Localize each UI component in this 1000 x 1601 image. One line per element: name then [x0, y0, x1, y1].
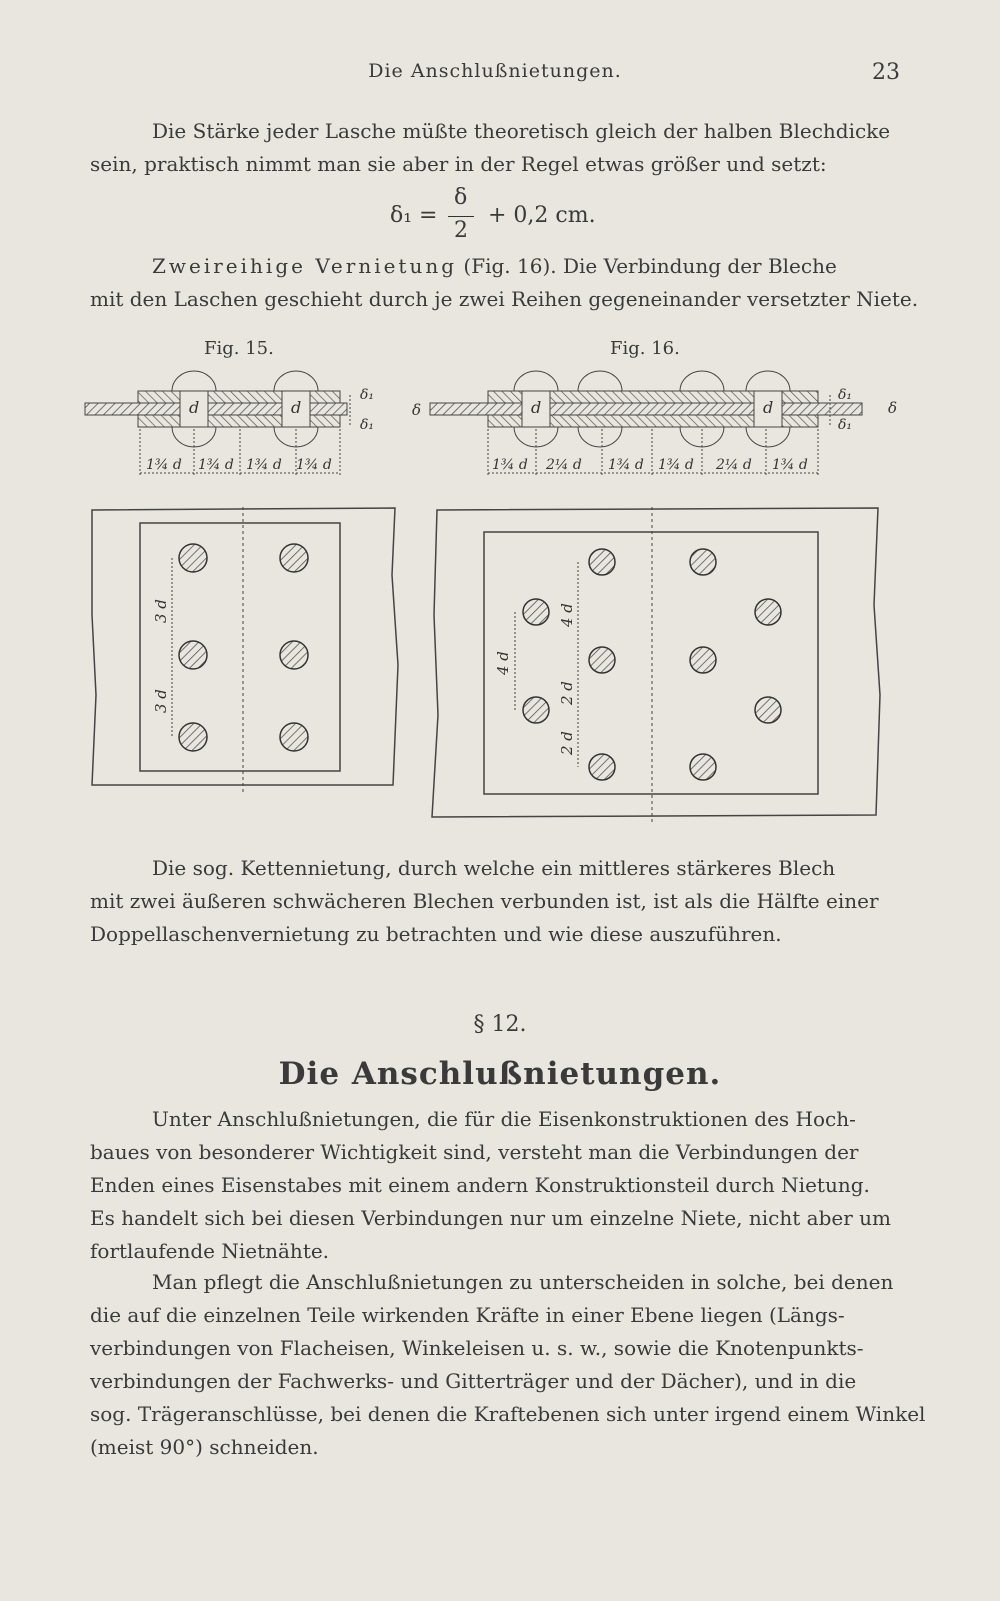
rivet: [755, 697, 781, 723]
rivet: [690, 647, 716, 673]
rivet-d-label: d: [189, 398, 200, 417]
section-title: Die Anschlußnietungen.: [278, 1056, 722, 1092]
formula-lhs: δ₁ =: [390, 203, 438, 228]
rivet: [523, 697, 549, 723]
rivet: [690, 549, 716, 575]
running-header: [90, 60, 900, 90]
delta-label: δ: [412, 401, 422, 419]
formula: [390, 185, 650, 245]
fig15-label: Fig. 15.: [204, 338, 274, 359]
rivet: [523, 599, 549, 625]
delta1-label: δ₁: [360, 417, 375, 433]
text-line: verbindungen der Fachwerks- und Gitterträger und der Dächer), und in die: [90, 1369, 857, 1393]
spacing-label: 3 d: [152, 599, 170, 623]
rivet: [589, 549, 615, 575]
rivet: [280, 723, 308, 751]
rivet: [179, 723, 207, 751]
rivet: [589, 754, 615, 780]
dim-label: 1¾ d: [246, 457, 282, 473]
section-number: § 12.: [473, 1012, 527, 1037]
text-line: (meist 90°) schneiden.: [90, 1435, 319, 1459]
fig16-label: Fig. 16.: [610, 338, 680, 359]
text-line: Es handelt sich bei diesen Verbindungen nur um einzelne Niete, nicht aber um: [90, 1206, 891, 1230]
dim-label: 2¼ d: [546, 457, 582, 473]
spacing-label: 3 d: [152, 689, 170, 713]
running-title: Die Anschlußnietungen.: [368, 60, 622, 82]
dim-label: 1¾ d: [608, 457, 644, 473]
dim-label: 2¼ d: [716, 457, 752, 473]
rivet: [280, 641, 308, 669]
formula-numerator: δ: [454, 185, 468, 210]
text-line: Enden eines Eisenstabes mit einem andern Konstruktionsteil durch Nietung.: [90, 1173, 870, 1197]
text-line: mit zwei äußeren schwächeren Blechen verbunden ist, ist als die Hälfte einer: [90, 889, 879, 913]
riveting-figures: [0, 365, 1000, 845]
fraction-bar: [448, 216, 474, 217]
rivet: [589, 647, 615, 673]
text-line: die auf die einzelnen Teile wirkenden Kräfte in einer Ebene liegen (Längs-: [90, 1303, 845, 1327]
text-line: [90, 250, 900, 283]
term-zweireihige: Zweireihige Vernietung: [152, 254, 458, 278]
text-line: Die sog. Kettennietung, durch welche ein mittleres stärkeres Blech: [152, 856, 836, 880]
paragraph-kettennietung: [90, 852, 900, 951]
text-line: Man pflegt die Anschlußnietungen zu unterscheiden in solche, bei denen: [152, 1270, 894, 1294]
paragraph-anschlussnietungen: [90, 1103, 900, 1268]
text-line: verbindungen von Flacheisen, Winkeleisen u. s. w., sowie die Knotenpunkts-: [90, 1336, 864, 1360]
fig15-plan: [92, 507, 398, 795]
spacing-label: 4 d: [558, 603, 576, 627]
spacing-label: 4 d: [494, 651, 512, 675]
rivet: [179, 544, 207, 572]
paragraph-two-row-riveting: [90, 250, 919, 316]
paragraph-classification: [90, 1266, 926, 1464]
delta1-label: δ₁: [360, 387, 375, 403]
paragraph-lasche-strength: [90, 115, 900, 181]
text-line: Doppellaschenvernietung zu betrachten und wie diese auszuführen.: [90, 922, 782, 946]
text-line: baues von besonderer Wichtigkeit sind, versteht man die Verbindungen der: [90, 1140, 859, 1164]
dim-label: 1¾ d: [772, 457, 808, 473]
fig16-section: [430, 371, 897, 475]
text-fragment: (Fig. 16). Die Verbindung der Bleche: [457, 254, 837, 278]
page-number: 23: [872, 60, 900, 85]
spacing-label: 2 d: [558, 681, 576, 705]
formula-denominator: 2: [454, 218, 468, 243]
fig15-section: [85, 371, 421, 475]
dim-label: 1¾ d: [146, 457, 182, 473]
text-line: sein, praktisch nimmt man sie aber in der Regel etwas größer und setzt:: [90, 152, 827, 176]
rivet: [755, 599, 781, 625]
rivet: [179, 641, 207, 669]
dim-label: 1¾ d: [658, 457, 694, 473]
rivet-d-label: d: [291, 398, 302, 417]
formula-rest: + 0,2 cm.: [488, 203, 596, 228]
rivet-d-label: d: [531, 398, 542, 417]
rivet-d-label: d: [763, 398, 774, 417]
fig16-plan: [432, 507, 880, 825]
delta-label: δ: [888, 399, 898, 417]
text-line: sog. Trägeranschlüsse, bei denen die Kraftebenen sich unter irgend einem Winkel: [90, 1402, 926, 1426]
delta1-label: δ₁: [838, 417, 853, 433]
text-line: fortlaufende Nietnähte.: [90, 1239, 330, 1263]
rivet: [690, 754, 716, 780]
rivet: [280, 544, 308, 572]
text-line: Die Stärke jeder Lasche müßte theoretisch gleich der halben Blechdicke: [152, 119, 891, 143]
delta1-label: δ₁: [838, 387, 853, 403]
text-line: Unter Anschlußnietungen, die für die Eisenkonstruktionen des Hoch-: [152, 1107, 856, 1131]
dim-label: 1¾ d: [198, 457, 234, 473]
dim-label: 1¾ d: [492, 457, 528, 473]
text-line: mit den Laschen geschieht durch je zwei Reihen gegeneinander versetzter Niete.: [90, 287, 919, 311]
dim-label: 1¾ d: [296, 457, 332, 473]
spacing-label: 2 d: [558, 731, 576, 755]
